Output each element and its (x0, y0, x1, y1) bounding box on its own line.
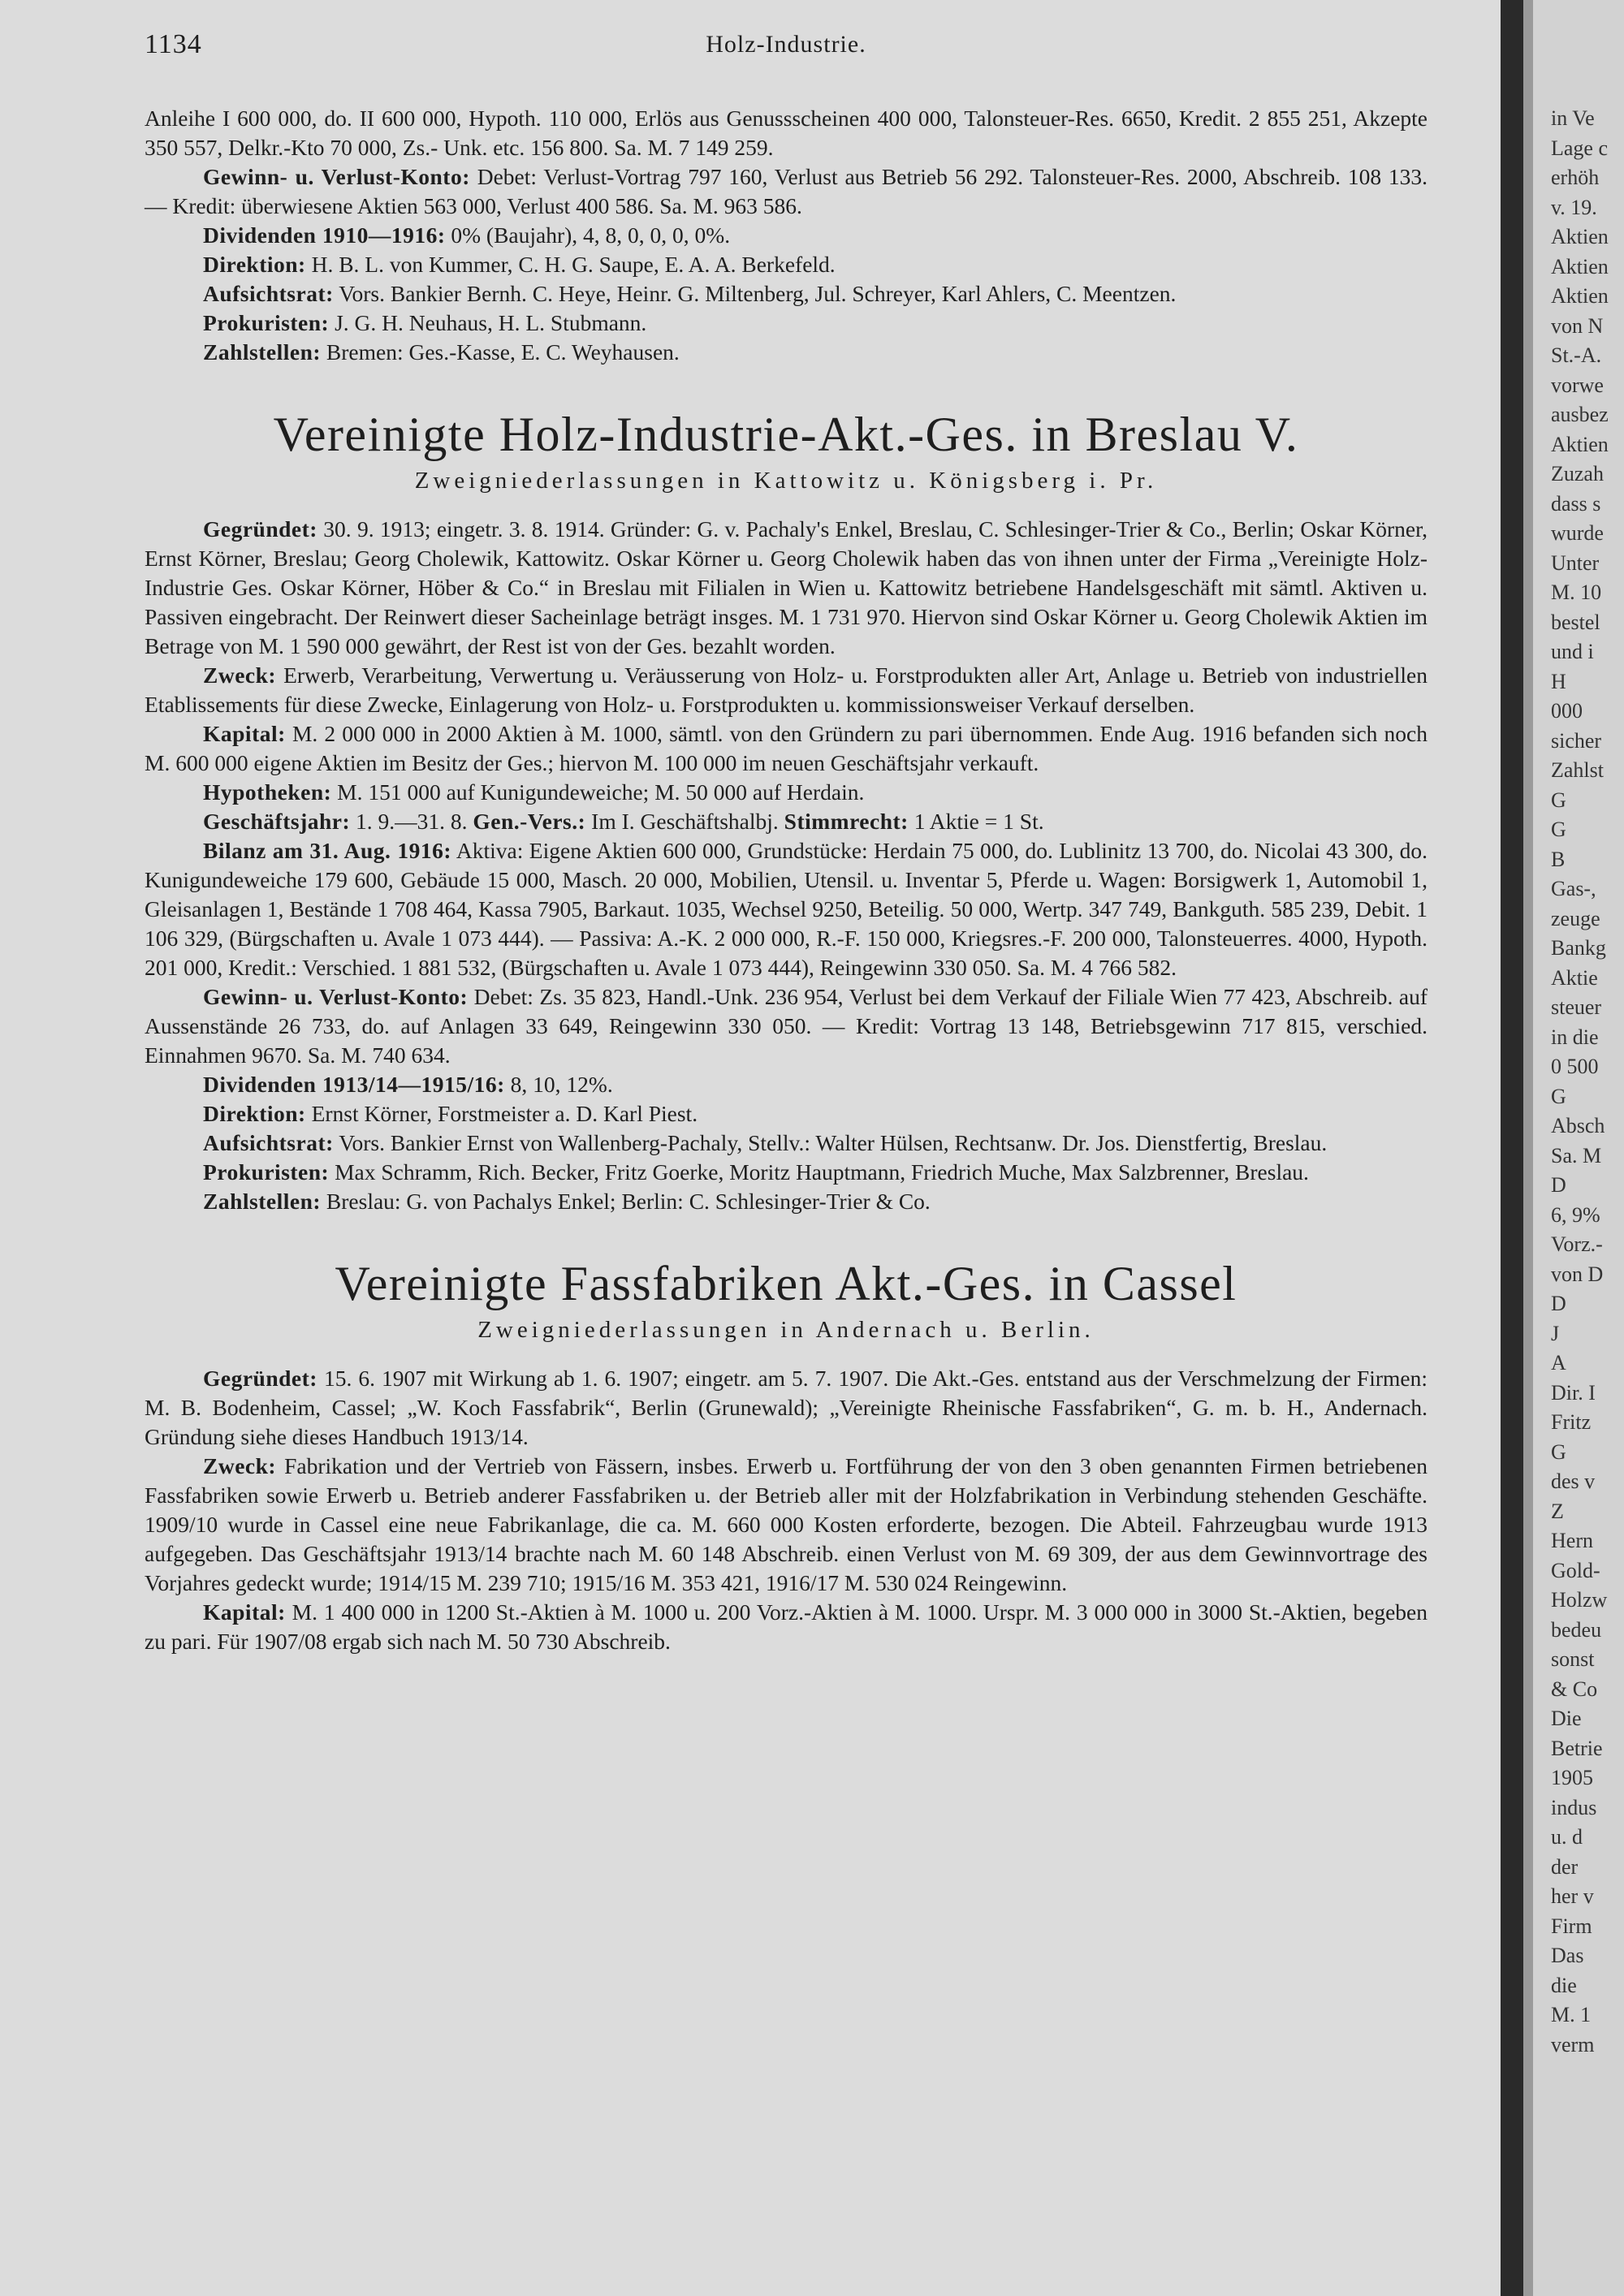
field-label: Kapital: (203, 1599, 286, 1625)
field-text: 1 Aktie = 1 St. (914, 809, 1044, 834)
company-title: Vereinigte Holz-Industrie-Akt.-Ges. in Breslau V. (273, 408, 1299, 461)
facing-page-fragment: Zuzah (1551, 462, 1604, 486)
field-text: 0% (Baujahr), 4, 8, 0, 0, 0, 0%. (451, 222, 731, 248)
field-label: Gegründet: (203, 516, 317, 542)
field-text: Aktiva: Eigene Aktien 600 000, Grundstücke: Herdain 75 000, do. Lublinitz 13 700, do. Nicolai 43 300, do. Kunigundeweiche 179 600, Gebäude 15 000, Masch. 20 000, Mobilien, Utensil. u. Inventar 5, Pferde u. Wagen: Borsigwerk 1, Automobil 1, Gleisanlagen 1, Bestände 1 708 464, Kassa 7905, Barkaut. 1035, Wechsel 9250, Beteilig. 50 000, Wertp. 347 749, Bankguth. 585 239, Debit. 1 106 329, (Bürgschaften u. Avale 1 073 444). — Passiva: A.-K. 2 000 000, R.-F. 150 000, Kriegsres.-F. 200 000, Talonsteuerres. 4000, Hypoth. 201 000, Kredit.: Verschied. 1 881 532, (Bürgschaften u. Avale 1 073 444), Reingewinn 330 050. Sa. M. 4 766 582. (145, 838, 1428, 980)
facing-page-fragment: J (1551, 1321, 1560, 1345)
facing-page-fragment: und i (1551, 640, 1594, 663)
facing-page-fragment: Aktien (1551, 284, 1609, 308)
dividenden-paragraph (145, 1070, 1427, 1099)
field-text: M. 1 400 000 in 1200 St.-Aktien à M. 1000 u. 200 Vorz.-Aktien à M. 1000. Urspr. M. 3 000 000 in 3000 St.-Aktien, begeben zu pari. Für 1907/08 ergab sich nach M. 50 730 Abschreib. (145, 1599, 1428, 1654)
field-text: Debet: Zs. 35 823, Handl.-Unk. 236 954, Verlust bei dem Verkauf der Filiale Wien 77 423, Abschreib. auf Aussenstände 26 733, do. auf Anlagen 33 649, Reingewinn 330 050. — Kredit: Vortrag 13 148, Betriebsgewinn 717 815, verschied. Einnahmen 9670. Sa. M. 740 634. (145, 984, 1428, 1068)
field-text: 1. 9.—31. 8. (356, 809, 468, 834)
facing-page-fragment: D (1551, 1173, 1566, 1197)
field-label: Geschäftsjahr: (203, 809, 351, 834)
facing-page-fragment: indus (1551, 1795, 1597, 1819)
facing-page-fragment: G (1551, 1439, 1566, 1464)
field-label: Dividenden 1910—1916: (203, 222, 446, 248)
field-text: Bremen: Ges.-Kasse, E. C. Weyhausen. (326, 339, 680, 365)
facing-page-fragment: Sa. M (1551, 1143, 1602, 1167)
facing-page-fragment: M. 10 (1551, 580, 1602, 604)
facing-page-fragment: Dir. I (1551, 1380, 1596, 1405)
company-entry-breslau (145, 408, 1427, 1216)
field-text: 15. 6. 1907 mit Wirkung ab 1. 6. 1907; eingetr. am 5. 7. 1907. Die Akt.-Ges. entstand aus der Verschmelzung der Firmen: M. B. Bodenheim, Cassel; „W. Koch Fassfabrik“, Berlin (Grunewald); „Vereinigte Rheinische Fassfabriken“, G. m. b. H., Andernach. Gründung siehe dieses Handbuch 1913/14. (145, 1366, 1428, 1449)
prokuristen-paragraph (145, 1158, 1427, 1187)
field-label: Bilanz am 31. Aug. 1916: (203, 838, 451, 863)
field-label: Gegründet: (203, 1366, 317, 1391)
dividenden-paragraph (145, 221, 1427, 250)
hypotheken-paragraph (145, 778, 1427, 807)
facing-page-fragment: Vorz.- (1551, 1232, 1603, 1256)
field-label: Aufsichtsrat: (203, 281, 334, 306)
zweck-paragraph (145, 661, 1427, 719)
facing-page-fragment: 1905 (1551, 1766, 1593, 1789)
field-text: H. B. L. von Kummer, C. H. G. Saupe, E. A. A. Berkefeld. (311, 252, 836, 277)
facing-page-fragment: Betrie (1551, 1736, 1603, 1760)
facing-page-fragment: Gold- (1551, 1558, 1600, 1582)
facing-page-fragment: M. 1 (1551, 2003, 1592, 2026)
page-content (145, 104, 1427, 1656)
field-text: 30. 9. 1913; eingetr. 3. 8. 1914. Gründer: G. v. Pachaly's Enkel, Breslau, C. Schlesinger-Trier & Co., Berlin; Oskar Körner, Ernst Körner, Breslau; Georg Cholewik, Kattowitz. Oskar Körner u. Georg Cholewik haben das von ihnen unter der Firma „Vereinigte Holz-Industrie Ges. Oskar Körner, Höber & Co.“ in Breslau mit Filialen in Wien u. Kattowitz betriebene Handelsgeschäft mit sämtl. Aktiven u. Passiven eingebracht. Der Reinwert dieser Sacheinlage beträgt insges. M. 1 731 970. Hiervon sind Oskar Körner u. Georg Cholewik Aktien im Betrage von M. 1 590 000 gewährt, der Rest ist von der Ges. bezahlt worden. (145, 516, 1428, 658)
facing-page-fragment: Holzw (1551, 1588, 1608, 1612)
field-text: Breslau: G. von Pachalys Enkel; Berlin: C. Schlesinger-Trier & Co. (326, 1189, 931, 1214)
page-number: 1134 (145, 29, 202, 59)
company-branches: Zweigniederlassungen in Kattowitz u. Königsberg i. Pr. (414, 468, 1158, 494)
kapital-paragraph (145, 719, 1427, 778)
field-label: Stimmrecht: (784, 809, 909, 834)
facing-page-fragment: Das (1551, 1944, 1584, 1967)
facing-page-fragment: A (1551, 1351, 1566, 1375)
field-label: Aufsichtsrat: (203, 1130, 334, 1155)
facing-page-fragment: Hern (1551, 1529, 1593, 1552)
field-label: Zahlstellen: (203, 1189, 322, 1214)
facing-page-fragment: in Ve (1551, 106, 1595, 130)
facing-page-fragment: Unter (1551, 550, 1600, 575)
facing-page-fragment: Z (1551, 1499, 1564, 1523)
page-header (145, 29, 1427, 65)
facing-page-fragment: Lage c (1551, 136, 1609, 160)
company-entry-cassel (145, 1257, 1427, 1656)
company-title: Vereinigte Fassfabriken Akt.-Ges. in Cassel (335, 1257, 1237, 1310)
book-gutter (1501, 0, 1523, 2296)
field-label: Gen.-Vers.: (473, 809, 586, 834)
field-text: Max Schramm, Rich. Becker, Fritz Goerke, Moritz Hauptmann, Friedrich Muche, Max Salzbrenner, Breslau. (335, 1159, 1309, 1185)
facing-page-fragment: die (1551, 1973, 1577, 1997)
zahlstellen-paragraph (145, 338, 1427, 367)
facing-page-fragment: erhöh (1551, 166, 1600, 189)
field-text: Im I. Geschäftshalbj. (591, 809, 779, 834)
facing-page-fragment: B (1551, 847, 1566, 871)
field-label: Gewinn- u. Verlust-Konto: (203, 164, 470, 189)
facing-page-fragment: steuer (1551, 995, 1602, 1019)
book-gutter-edge (1523, 0, 1533, 2296)
facing-page-fragment: & Co (1551, 1677, 1598, 1701)
facing-page-fragment: Die (1551, 1707, 1582, 1730)
facing-page-fragment: von N (1551, 313, 1604, 338)
anleihe-paragraph: Anleihe I 600 000, do. II 600 000, Hypoth. 110 000, Erlös aus Genussscheinen 400 000, Talonsteuer-Res. 6650, Kredit. 2 855 251, Akzepte 350 557, Delkr.-Kto 70 000, Zs.- Unk. etc. 156 800. Sa. M. 7 149 259. (145, 106, 1427, 160)
field-label: Prokuristen: (203, 310, 330, 335)
facing-page-fragment: bedeu (1551, 1617, 1602, 1642)
gegruendet-paragraph (145, 1364, 1427, 1452)
prev-company-entry (145, 104, 1427, 367)
field-label: Hypotheken: (203, 779, 332, 805)
facing-page-fragment: 6, 9% (1551, 1202, 1600, 1227)
direktion-paragraph (145, 1099, 1427, 1129)
facing-page-fragment: u. d (1551, 1825, 1583, 1849)
field-text: M. 151 000 auf Kunigundeweiche; M. 50 000 auf Herdain. (337, 779, 865, 805)
field-text: Debet: Verlust-Vortrag 797 160, Verlust aus Betrieb 56 292. Talonsteuer-Res. 2000, Abschreib. 108 133. — Kredit: überwiesene Aktien 563 000, Verlust 400 586. Sa. M. 963 586. (145, 164, 1428, 218)
facing-page-fragment: bestel (1551, 610, 1600, 634)
facing-page-fragment: Aktien (1551, 254, 1609, 278)
facing-page-fragment: Gas-, (1551, 877, 1596, 900)
field-text: Ernst Körner, Forstmeister a. D. Karl Piest. (311, 1101, 698, 1126)
field-label: Direktion: (203, 252, 306, 277)
field-text: Vors. Bankier Bernh. C. Heye, Heinr. G. Miltenberg, Jul. Schreyer, Karl Ahlers, C. Meentzen. (339, 281, 1177, 306)
facing-page-fragment: sonst (1551, 1647, 1595, 1671)
kapital-paragraph (145, 1598, 1427, 1656)
facing-page-fragment: ausbez (1551, 403, 1609, 426)
facing-page-fragment: St.-A. (1551, 343, 1602, 367)
facing-page-fragment: wurde (1551, 521, 1604, 545)
facing-page-fragment: vorwe (1551, 373, 1604, 397)
facing-page-fragment: her v (1551, 1884, 1594, 1908)
zahlstellen-paragraph (145, 1187, 1427, 1216)
field-text: M. 2 000 000 in 2000 Aktien à M. 1000, sämtl. von den Gründern zu pari übernommen. Ende Aug. 1916 befanden sich noch M. 600 000 eigene Aktien im Besitz der Ges.; hiervon M. 100 000 im neuen Geschäftsjahr verkauft. (145, 721, 1428, 775)
running-title: Holz-Industrie. (706, 31, 866, 58)
field-label: Direktion: (203, 1101, 306, 1126)
facing-page-fragment: Firm (1551, 1914, 1592, 1938)
facing-page-fragment: Aktien (1551, 225, 1609, 248)
facing-page-fragment: sicher (1551, 728, 1602, 753)
aufsichtsrat-paragraph (145, 1129, 1427, 1158)
facing-page-fragment: 000 (1551, 699, 1583, 723)
facing-page-fragment: in die (1551, 1025, 1599, 1049)
facing-page-fragment: verm (1551, 2032, 1595, 2056)
facing-page-fragment: G (1551, 818, 1566, 841)
facing-page-fragment: Aktien (1551, 432, 1609, 456)
field-text: Fabrikation und der Vertrieb von Fässern, insbes. Erwerb u. Fortführung der von den 3 oben genannten Firmen betriebenen Fassfabriken sowie Erwerb u. Betrieb anderer Fassfabriken u. der Betrieb aller mit der Holzfabrikation in Verbindung stehenden Geschäfte. 1909/10 wurde in Cassel eine neue Fabrikanlage, die ca. M. 660 000 Kosten erforderte, bezogen. Die Abteil. Fahrzeugbau wurde 1913 aufgegeben. Das Geschäftsjahr 1913/14 brachte nach M. 60 148 Abschreib. einen Verlust von M. 69 309, der aus dem Gewinnvortrage des Vorjahres gedeckt wurde; 1914/15 M. 239 710; 1915/16 M. 353 421, 1916/17 M. 530 024 Reingewinn. (145, 1453, 1427, 1595)
field-text: Vors. Bankier Ernst von Wallenberg-Pachaly, Stellv.: Walter Hülsen, Rechtsanw. Dr. Jos. Dienstfertig, Breslau. (339, 1130, 1328, 1155)
facing-page-fragment: Absch (1551, 1114, 1605, 1137)
gewinn-verlust-paragraph (145, 982, 1427, 1070)
facing-page-fragment: von D (1551, 1262, 1604, 1286)
field-text: Erwerb, Verarbeitung, Verwertung u. Veräusserung von Holz- u. Forstprodukten aller Art, Anlage u. Betrieb von industriellen Etablissements für diese Zwecke, Einlagerung von Holz- u. Forstprodukten u. kommissionsweiser Verkauf derselben. (145, 662, 1427, 717)
facing-page-fragment: des v (1551, 1470, 1596, 1493)
facing-page-fragment: v. 19. (1551, 195, 1597, 219)
facing-page-fragment: G (1551, 788, 1566, 812)
geschaeftsjahr-paragraph (145, 807, 1427, 836)
facing-page-fragment: dass s (1551, 491, 1601, 516)
facing-page-fragment: G (1551, 1084, 1566, 1108)
bilanz-paragraph (145, 836, 1427, 982)
field-label: Kapital: (203, 721, 286, 746)
field-label: Zahlstellen: (203, 339, 322, 365)
field-label: Gewinn- u. Verlust-Konto: (203, 984, 469, 1009)
gegruendet-paragraph (145, 515, 1427, 661)
field-text: J. G. H. Neuhaus, H. L. Stubmann. (335, 310, 647, 335)
field-label: Zweck: (203, 662, 277, 688)
facing-page-fragment: D (1551, 1292, 1566, 1315)
facing-page-fragment: Bankg (1551, 936, 1606, 960)
field-label: Zweck: (203, 1453, 277, 1478)
facing-page-fragment: zeuge (1551, 906, 1600, 930)
facing-page-fragment: Aktie (1551, 965, 1598, 990)
facing-page-fragment: H (1551, 669, 1566, 693)
facing-page-fragment: Fritz (1551, 1410, 1592, 1434)
gewinn-verlust-paragraph (145, 162, 1427, 221)
facing-page-edge (1533, 0, 1624, 2296)
direktion-paragraph (145, 250, 1427, 279)
field-label: Dividenden 1913/14—1915/16: (203, 1072, 505, 1097)
field-text: 8, 10, 12%. (510, 1072, 613, 1097)
aufsichtsrat-paragraph (145, 279, 1427, 309)
prokuristen-paragraph (145, 309, 1427, 338)
facing-page-fragment: Zahlst (1551, 758, 1604, 782)
zweck-paragraph (145, 1452, 1427, 1598)
field-label: Prokuristen: (203, 1159, 330, 1185)
facing-page-fragment: 0 500 (1551, 1055, 1599, 1078)
facing-page-fragment: der (1551, 1854, 1579, 1879)
company-branches: Zweigniederlassungen in Andernach u. Berlin. (477, 1317, 1095, 1343)
